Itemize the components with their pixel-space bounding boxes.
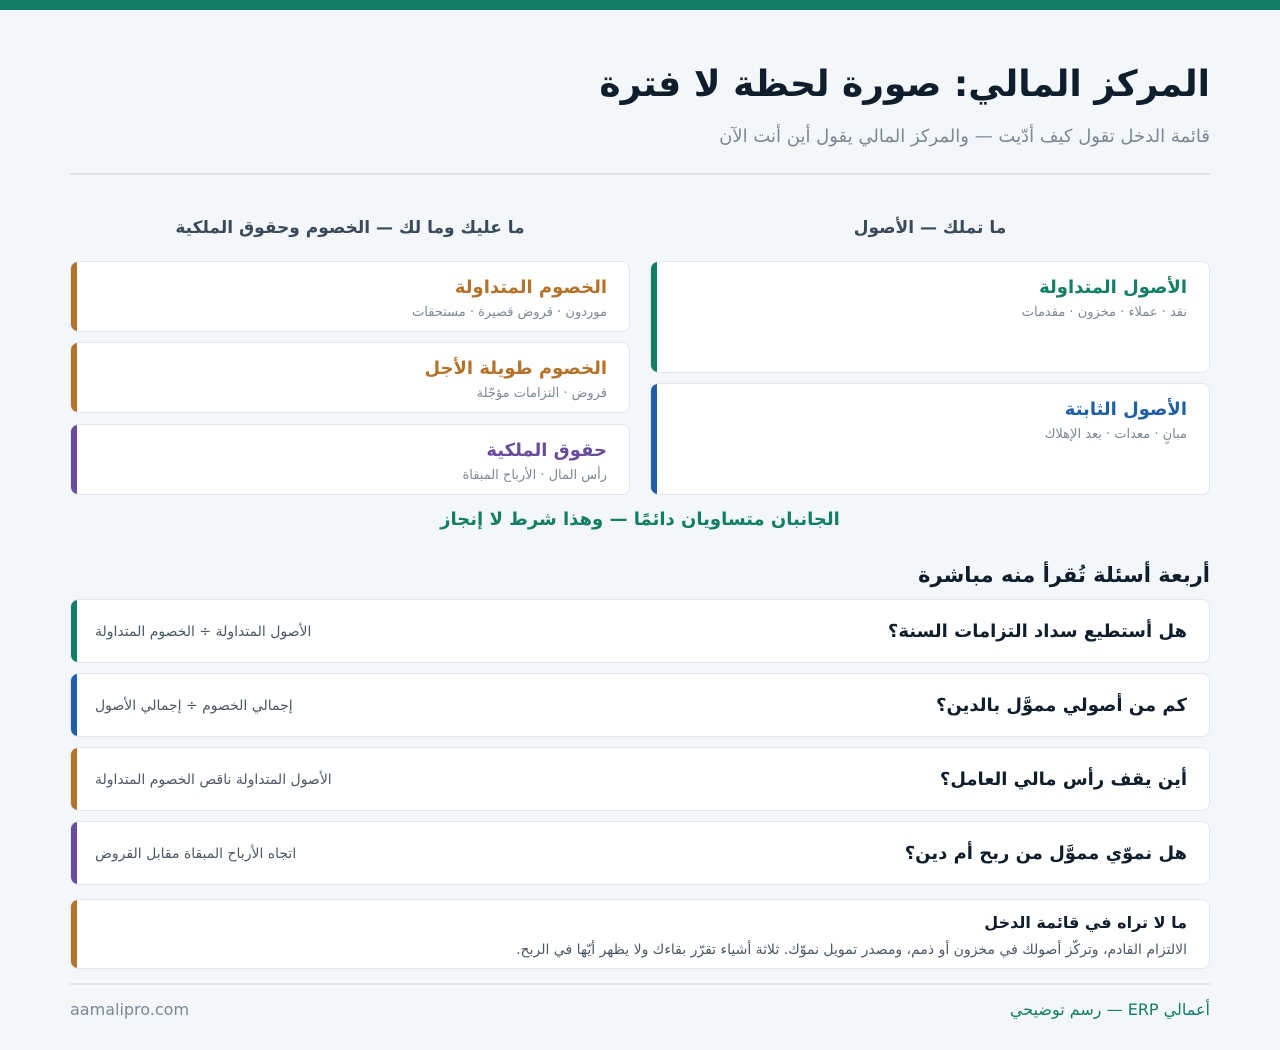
questions-heading: أربعة أسئلة تُقرأ منه مباشرة <box>918 563 1210 587</box>
claim-card-stripe <box>71 425 77 494</box>
claim-card-subtitle: موردون · قروض قصيرة · مستحقات <box>412 305 607 320</box>
question-stripe <box>71 822 77 884</box>
header-divider <box>70 173 1210 175</box>
header <box>70 10 1210 149</box>
question-text: هل أستطيع سداد التزامات السنة؟ <box>887 621 1187 642</box>
question-stripe <box>71 674 77 736</box>
claim-card-title: الخصوم المتداولة <box>454 277 607 298</box>
asset-card-title: الأصول المتداولة <box>1039 277 1187 298</box>
asset-card-subtitle: نقد · عملاء · مخزون · مقدمات <box>1021 305 1187 320</box>
claim-card-stripe <box>71 343 77 412</box>
asset-card-subtitle: مبانٍ · معدات · بعد الإهلاك <box>1044 427 1187 442</box>
question-row <box>70 599 1210 663</box>
note-stripe <box>71 900 77 968</box>
asset-card-title: الأصول الثابتة <box>1064 399 1187 420</box>
claims-heading: ما عليك وما لك — الخصوم وحقوق الملكية <box>175 218 525 238</box>
question-formula: الأصول المتداولة ناقص الخصوم المتداولة <box>95 772 332 788</box>
claim-card-long-term-liabilities <box>70 342 630 413</box>
claim-card-equity <box>70 424 630 495</box>
claim-card-stripe <box>71 262 77 331</box>
top-accent-bar <box>0 0 1280 10</box>
balance-note: الجانبان متساويان دائمًا — وهذا شرط لا إنجاز <box>440 509 840 530</box>
question-row <box>70 821 1210 885</box>
note-text: الالتزام القادم، وتركّز أصولك في مخزون أو ذمم، ومصدر تمويل نموّك. ثلاثة أشياء تقرّر بقاءك ولا يظهر أيّها في الربح. <box>516 942 1187 958</box>
asset-card-fixed <box>650 383 1210 495</box>
claim-card-title: الخصوم طويلة الأجل <box>424 358 607 379</box>
page-title: المركز المالي: صورة لحظة لا فترة <box>599 64 1210 105</box>
assets-heading: ما تملك — الأصول <box>853 218 1007 238</box>
page <box>70 10 1210 1019</box>
claim-card-title: حقوق الملكية <box>486 440 607 461</box>
asset-card-stripe <box>651 262 657 372</box>
question-text: كم من أصولي مموَّل بالدين؟ <box>936 695 1187 716</box>
asset-card-stripe <box>651 384 657 494</box>
footer-site-link[interactable]: aamalipro.com <box>70 1000 190 1019</box>
claim-card-subtitle: قروض · التزامات مؤجّلة <box>476 386 607 401</box>
footer-divider <box>70 983 1210 985</box>
note-title: ما لا تراه في قائمة الدخل <box>984 913 1187 932</box>
question-row <box>70 747 1210 811</box>
question-formula: الأصول المتداولة ÷ الخصوم المتداولة <box>95 624 312 640</box>
footer-brand: أعمالي ERP — رسم توضيحي <box>1009 1000 1210 1019</box>
page-subtitle: قائمة الدخل تقول كيف أدّيت — والمركز المالي يقول أين أنت الآن <box>719 126 1210 147</box>
question-text: أين يقف رأس مالي العامل؟ <box>939 769 1187 790</box>
asset-card-current <box>650 261 1210 373</box>
question-text: هل نموّي مموَّل من ربح أم دين؟ <box>904 843 1187 864</box>
question-formula: إجمالي الخصوم ÷ إجمالي الأصول <box>95 698 293 714</box>
question-row <box>70 673 1210 737</box>
claim-card-current-liabilities <box>70 261 630 332</box>
question-stripe <box>71 600 77 662</box>
question-formula: اتجاه الأرباح المبقاة مقابل القروض <box>95 846 297 862</box>
income-statement-note <box>70 899 1210 969</box>
question-stripe <box>71 748 77 810</box>
claim-card-subtitle: رأس المال · الأرباح المبقاة <box>462 468 607 483</box>
